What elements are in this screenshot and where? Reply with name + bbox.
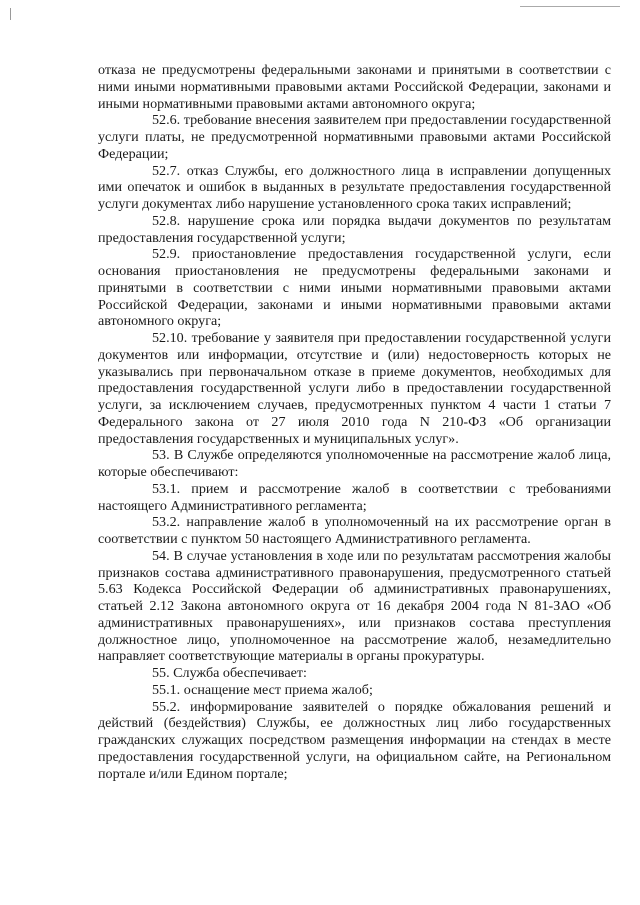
paragraph-55: 55. Служба обеспечивает: <box>152 665 307 681</box>
paragraph-52-8: 52.8. нарушение срока или порядка выдачи документов по результатам предоставления государственной услуги; <box>98 212 611 246</box>
paragraph-52-6: 52.6. требование внесения заявителем при предоставлении государственной услуги платы, не предусмотренной нормативными правовыми актами Российской Федерации; <box>98 112 611 162</box>
paragraph-52-10: 52.10. требование у заявителя при предоставлении государственной услуги документов или информации, отсутствие и (или) недостоверность которых не указывались при первоначальном отказе в приеме документов, необходимых для предоставления государственной услуги либо в предоставлении государственной услуги, за исключением случаев, предусмотренных пунктом 4 части 1 статьи 7 Федерального закона от 27 июля 2010 года N 210-ФЗ «Об организации предоставления государственных и муниципальных услуг». <box>98 330 611 447</box>
scan-top-line <box>520 6 620 8</box>
paragraph-53: 53. В Службе определяются уполномоченные на рассмотрение жалоб лица, которые обеспечивают: <box>98 447 611 480</box>
paragraph-54: 54. В случае установления в ходе или по результатам рассмотрения жалобы признаков состава административного правонарушения, предусмотренного статьей 5.63 Кодекса Российской Федерации об административных правонарушениях, статьей 2.12 Закона автономного округа от 16 декабря 2004 года N 81-ЗАО «Об административных правонарушениях», или признаков состава преступления должностное лицо, уполномоченное на рассмотрение жалоб, незамедлительно направляет соответствующие материалы в органы прокуратуры. <box>98 547 611 665</box>
paragraph-55-2: 55.2. информирование заявителей о порядке обжалования решений и действий (бездействия) Службы, ее должностных лиц либо государственных гражданских служащих посредством размещения информации на стендах в месте предоставления государственной услуги, на официальном сайте, на Региональном портале и/или Едином портале; <box>98 698 611 782</box>
paragraph-continuation: отказа не предусмотрены федеральными законами и принятыми в соответствии с ними иными нормативными правовыми актами Российской Федерации, законами и иными нормативными правовыми актами автономного округа; <box>98 62 611 112</box>
paragraph-52-7: 52.7. отказ Службы, его должностного лица в исправлении допущенных ими опечаток и ошибок в выданных в результате предоставления государственной услуги документах либо нарушение установленного срока таких исправлений; <box>98 162 611 212</box>
paragraph-55-1: 55.1. оснащение мест приема жалоб; <box>152 681 373 698</box>
document-body <box>98 62 611 782</box>
paragraph-52-9: 52.9. приостановление предоставления государственной услуги, если основания приостановления не предусмотрены федеральными законами и принятыми в соответствии с ними иными нормативными правовыми актами Российской Федерации, законами и иными нормативными правовыми актами автономного округа; <box>98 246 611 330</box>
paragraph-53-1: 53.1. прием и рассмотрение жалоб в соответствии с требованиями настоящего Административного регламента; <box>98 480 611 514</box>
paragraph-53-2: 53.2. направление жалоб в уполномоченный на их рассмотрение орган в соответствии с пунктом 50 настоящего Административного регламента. <box>98 514 611 547</box>
scan-edge-mark <box>10 8 11 20</box>
